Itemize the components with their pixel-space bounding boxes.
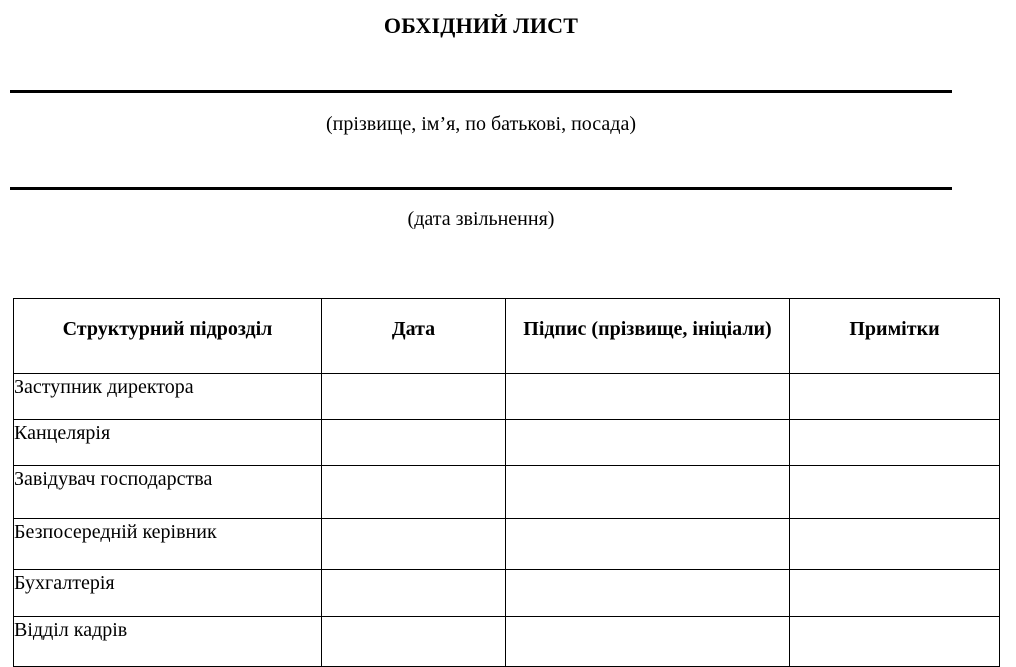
header-signature: Підпис (прізвище, ініціали)	[506, 299, 790, 374]
clearance-table	[13, 298, 1000, 667]
signature-cell[interactable]	[506, 420, 790, 466]
date-cell[interactable]	[322, 420, 506, 466]
notes-cell[interactable]	[790, 466, 1000, 519]
department-cell: Бухгалтерія	[14, 570, 322, 617]
department-cell: Відділ кадрів	[14, 617, 322, 667]
header-date: Дата	[322, 299, 506, 374]
header-notes: Примітки	[790, 299, 1000, 374]
date-cell[interactable]	[322, 466, 506, 519]
document-title: ОБХІДНИЙ ЛИСТ	[383, 13, 579, 38]
signature-cell[interactable]	[506, 466, 790, 519]
notes-cell[interactable]	[790, 617, 1000, 667]
notes-cell[interactable]	[790, 374, 1000, 420]
date-cell[interactable]	[322, 570, 506, 617]
notes-cell[interactable]	[790, 519, 1000, 570]
table-row	[14, 519, 1000, 570]
department-cell: Завідувач господарства	[14, 466, 322, 519]
date-cell[interactable]	[322, 374, 506, 420]
table-row	[14, 374, 1000, 420]
signature-cell[interactable]	[506, 374, 790, 420]
date-cell[interactable]	[322, 617, 506, 667]
table-row	[14, 617, 1000, 667]
department-cell: Канцелярія	[14, 420, 322, 466]
department-cell: Заступник директора	[14, 374, 322, 420]
notes-cell[interactable]	[790, 420, 1000, 466]
signature-cell[interactable]	[506, 617, 790, 667]
table-row	[14, 466, 1000, 519]
table-header-row	[14, 299, 1000, 374]
name-underline	[10, 90, 952, 93]
date-caption: (дата звільнення)	[407, 208, 555, 230]
notes-cell[interactable]	[790, 570, 1000, 617]
signature-cell[interactable]	[506, 570, 790, 617]
signature-cell[interactable]	[506, 519, 790, 570]
name-caption: (прізвище, ім’я, по батькові, посада)	[325, 113, 637, 135]
department-cell: Безпосередній керівник	[14, 519, 322, 570]
header-department: Структурний підрозділ	[14, 299, 322, 374]
date-underline	[10, 187, 952, 190]
table-row	[14, 570, 1000, 617]
table-row	[14, 420, 1000, 466]
date-cell[interactable]	[322, 519, 506, 570]
